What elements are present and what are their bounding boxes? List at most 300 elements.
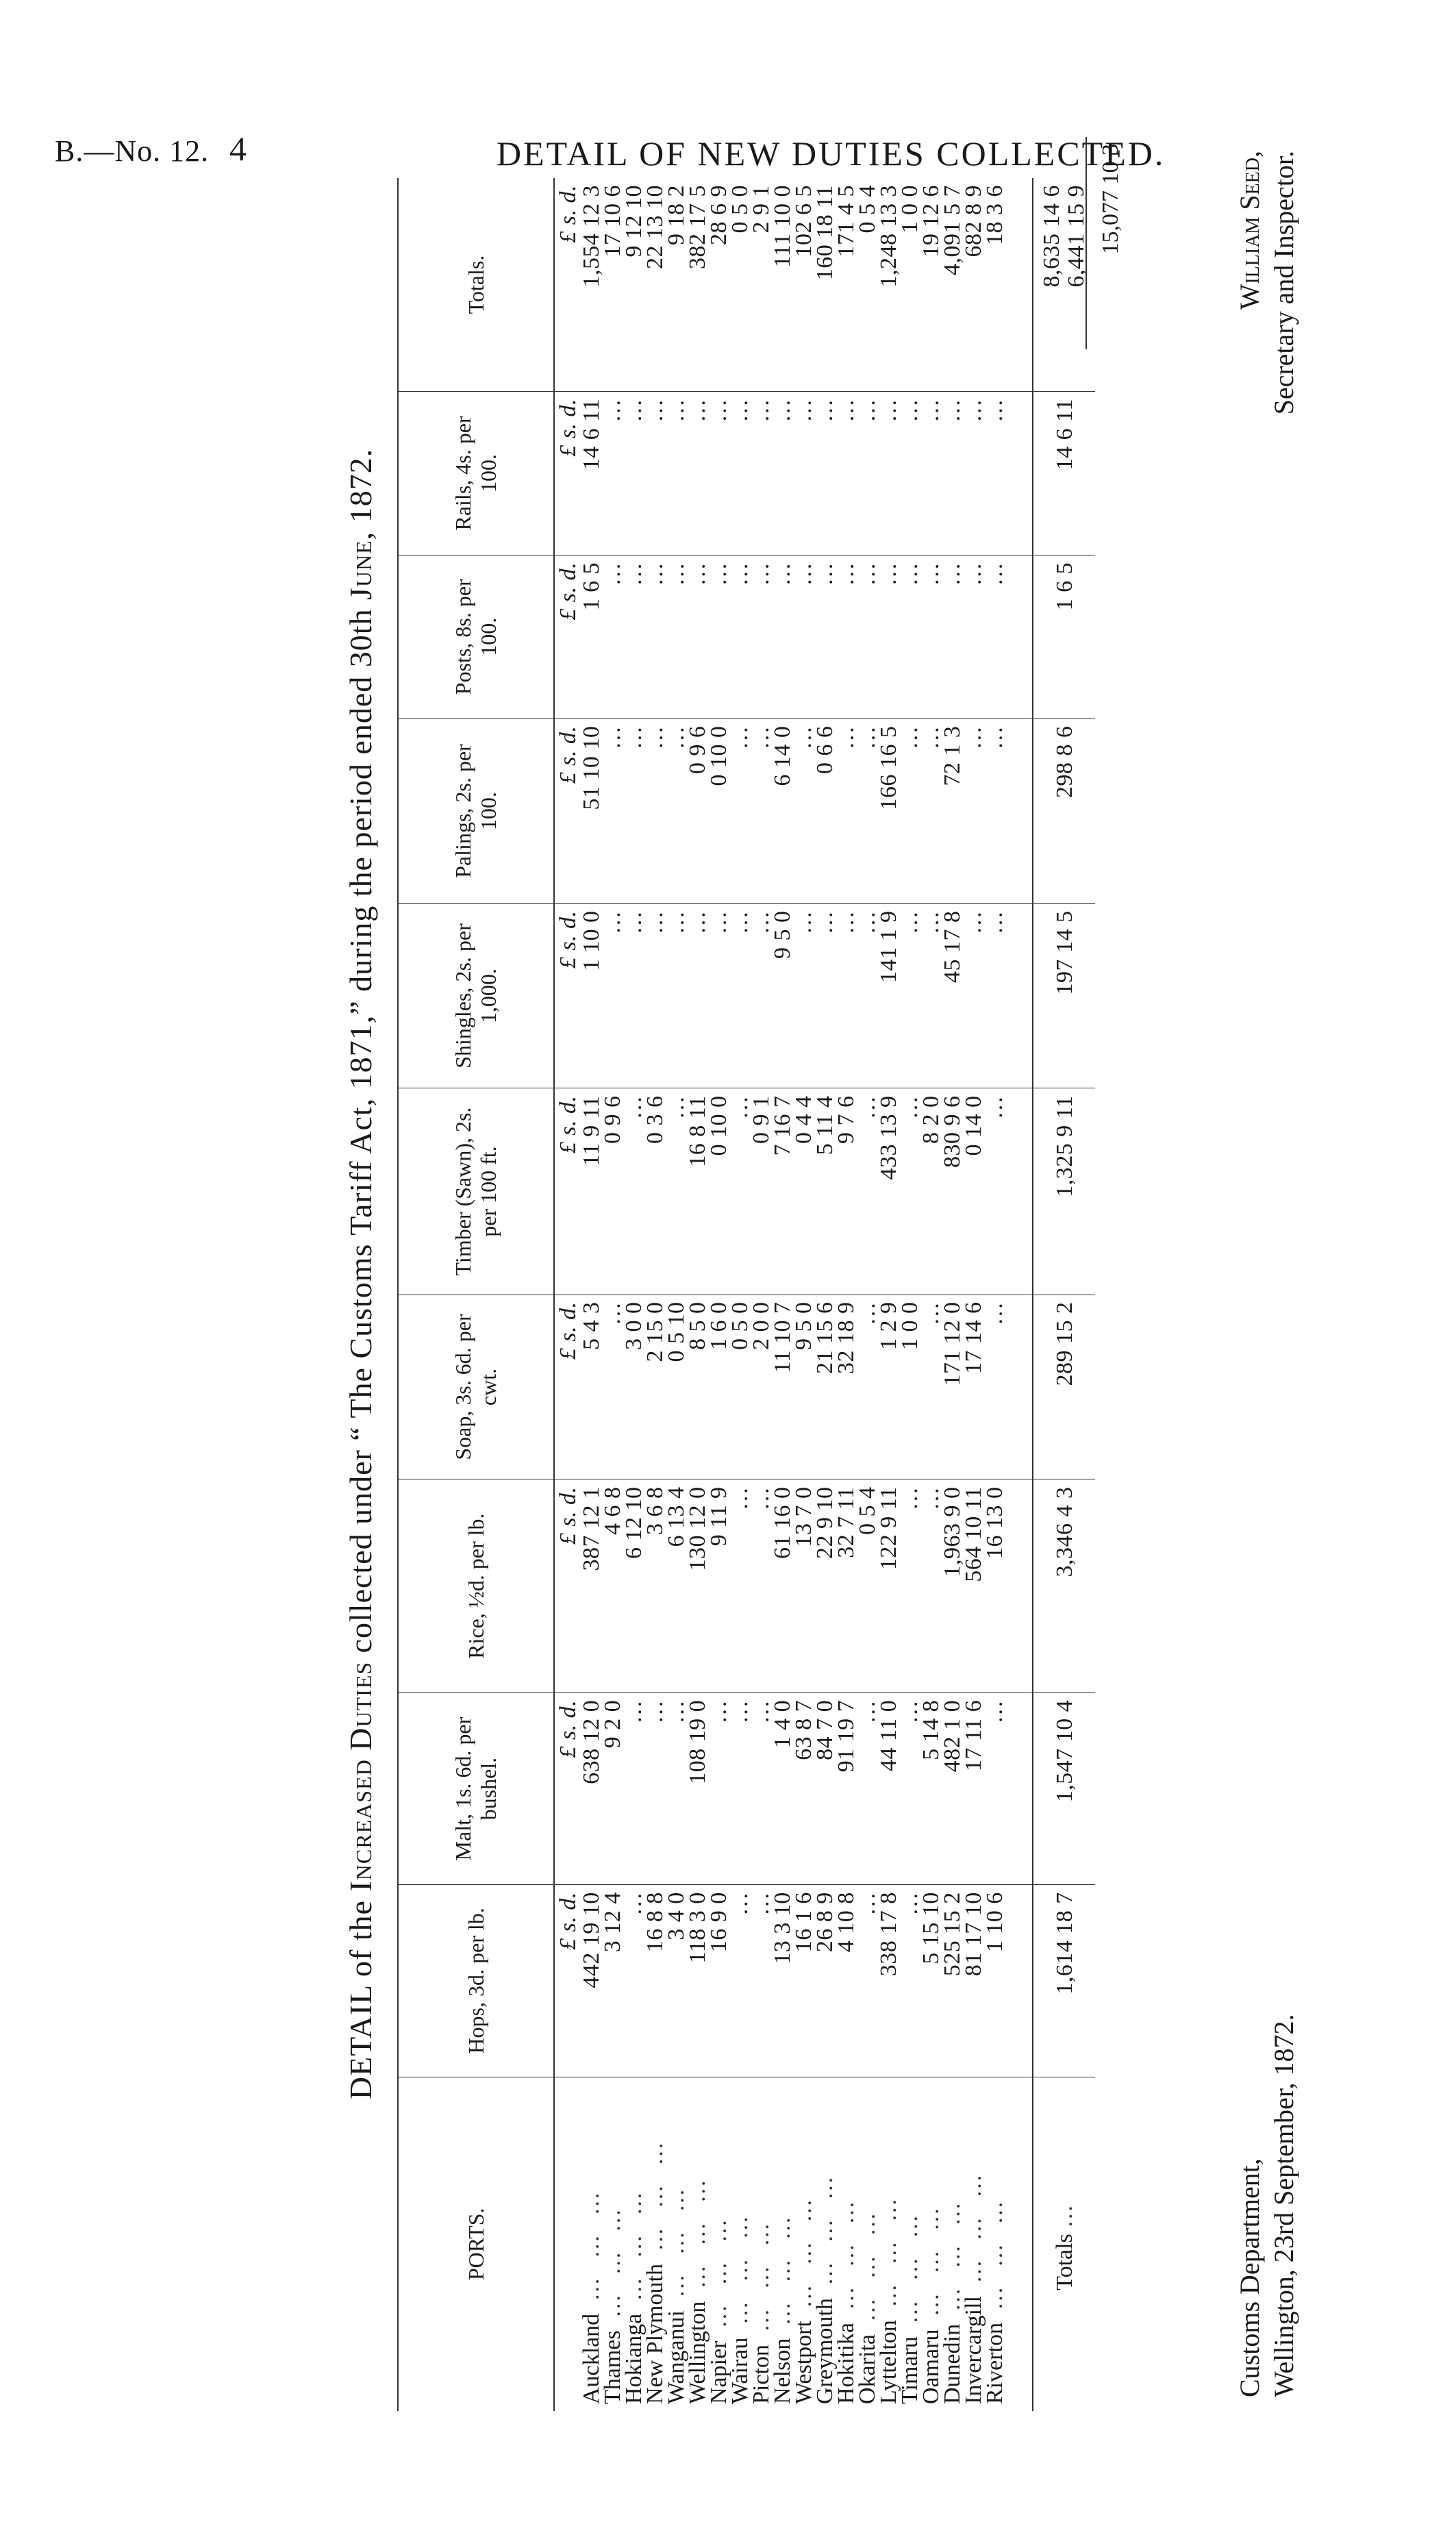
cell-palings: … xyxy=(920,719,942,903)
port-label: Thames xyxy=(600,2330,625,2404)
cell-posts: … xyxy=(687,555,708,719)
cell-malt: … xyxy=(623,1692,644,1884)
port-label: Wanganui xyxy=(664,2310,689,2404)
cell-hops: … xyxy=(623,1885,644,2077)
cell-timber: 433 13 9 xyxy=(878,1088,899,1295)
cell-shingles: … xyxy=(666,903,687,1088)
cell-malt: 63 8 7 xyxy=(793,1692,814,1884)
cell-malt: … xyxy=(729,1692,751,1884)
cell-rice: … xyxy=(920,1479,942,1692)
department-signature xyxy=(1233,2014,1301,2397)
cell-malt: 84 7 0 xyxy=(814,1692,836,1884)
grand-total: 15,077 10 3 xyxy=(1085,137,1124,349)
cell-palings: … xyxy=(836,719,857,903)
cell-total: 160 18 11 xyxy=(814,178,836,392)
cell-timber: 0 3 6 xyxy=(644,1088,666,1295)
port-name: Hokianga … … … xyxy=(621,2185,647,2404)
cell-total: 17 10 6 xyxy=(602,178,623,392)
cell-palings: … xyxy=(751,719,772,903)
total-shingles: 197 14 5 xyxy=(1033,903,1095,1088)
total-posts: 1 6 5 xyxy=(1033,555,1095,719)
cell-hops: … xyxy=(899,1885,920,2077)
cell-rice: 61 16 0 xyxy=(772,1479,793,1692)
cell-timber: 9 7 6 xyxy=(836,1088,857,1295)
cell-total: 382 17 5 xyxy=(687,178,708,392)
column-header: Shingles, 2s. per 1,000. xyxy=(398,903,554,1088)
cell-rails: … xyxy=(920,392,942,555)
cell-posts: … xyxy=(878,555,899,719)
cell-soap: … xyxy=(602,1295,623,1479)
units-label: £ s. d. xyxy=(554,1088,581,1295)
page-number: 4 xyxy=(229,129,247,168)
cell-total: 1,248 13 3 xyxy=(878,178,899,392)
cell-rails: … xyxy=(729,392,751,555)
cell-timber: 16 8 11 xyxy=(687,1088,708,1295)
cell-posts: … xyxy=(623,555,644,719)
total-line-b: 6,441 15 9 xyxy=(1064,185,1089,288)
table-row xyxy=(942,178,963,2411)
cell-soap: 32 18 9 xyxy=(836,1295,857,1479)
cell-timber: 0 14 0 xyxy=(963,1088,984,1295)
cell-soap: 1 0 0 xyxy=(899,1295,920,1479)
port-label: Invercargill xyxy=(961,2296,986,2404)
cell-rails: … xyxy=(942,392,963,555)
cell-shingles: … xyxy=(899,903,920,1088)
place-date: Wellington, 23rd September, 1872. xyxy=(1268,2014,1299,2397)
table-row xyxy=(836,178,857,2411)
column-header: Timber (Sawn), 2s. per 100 ft. xyxy=(398,1088,554,1295)
department-name: Customs Department, xyxy=(1234,2158,1265,2397)
cell-malt: … xyxy=(857,1692,878,1884)
cell-shingles: 141 1 9 xyxy=(878,903,899,1088)
cell-soap: 1 2 9 xyxy=(878,1295,899,1479)
cell-rails: … xyxy=(836,392,857,555)
cell-total: 22 13 10 xyxy=(644,178,666,392)
table-row xyxy=(857,178,878,2411)
cell-timber: 0 9 1 xyxy=(751,1088,772,1295)
cell-total: 1,554 12 3 xyxy=(581,178,602,392)
cell-posts: … xyxy=(751,555,772,719)
cell-timber: 0 4 4 xyxy=(793,1088,814,1295)
total-palings: 298 8 6 xyxy=(1033,719,1095,903)
cell-palings: … xyxy=(984,719,1033,903)
cell-soap: 21 15 6 xyxy=(814,1295,836,1479)
port-name: Wairau … … … xyxy=(727,2209,753,2404)
cell-hops: … xyxy=(857,1885,878,2077)
signatory-name: William Seed, xyxy=(1234,151,1265,310)
cell-soap: 5 4 3 xyxy=(581,1295,602,1479)
port-label: Picton xyxy=(749,2345,774,2404)
cell-palings: 166 16 5 xyxy=(878,719,899,903)
cell-rails: … xyxy=(602,392,623,555)
units-label: £ s. d. xyxy=(554,1479,581,1692)
cell-palings: 0 6 6 xyxy=(814,719,836,903)
cell-timber: … xyxy=(899,1088,920,1295)
cell-timber: … xyxy=(623,1088,644,1295)
cell-shingles: … xyxy=(857,903,878,1088)
cell-posts: … xyxy=(814,555,836,719)
cell-palings: 0 9 6 xyxy=(687,719,708,903)
rotated-table-sheet xyxy=(342,110,1370,2438)
cell-posts: … xyxy=(899,555,920,719)
totals-label: Totals … xyxy=(1033,2077,1095,2411)
cell-hops: 3 12 4 xyxy=(602,1885,623,2077)
cell-soap: … xyxy=(857,1295,878,1479)
table-row xyxy=(984,178,1033,2411)
cell-posts: … xyxy=(602,555,623,719)
cell-timber: 830 9 6 xyxy=(942,1088,963,1295)
cell-rice: 387 12 1 xyxy=(581,1479,602,1692)
cell-timber: … xyxy=(666,1088,687,1295)
cell-rice: 1,963 9 0 xyxy=(942,1479,963,1692)
column-header: PORTS. xyxy=(398,2077,554,2411)
cell-soap: 2 0 0 xyxy=(751,1295,772,1479)
cell-shingles: … xyxy=(644,903,666,1088)
cell-rice: 9 11 9 xyxy=(708,1479,729,1692)
cell-malt: 482 1 0 xyxy=(942,1692,963,1884)
table-row xyxy=(729,178,751,2411)
cell-shingles: … xyxy=(793,903,814,1088)
units-label: £ s. d. xyxy=(554,903,581,1088)
cell-hops: 16 8 8 xyxy=(644,1885,666,2077)
cell-malt: … xyxy=(708,1692,729,1884)
cell-total: 102 6 5 xyxy=(793,178,814,392)
cell-total: 0 5 4 xyxy=(857,178,878,392)
table-row xyxy=(581,178,602,2411)
cell-posts: … xyxy=(857,555,878,719)
cell-soap: 8 5 0 xyxy=(687,1295,708,1479)
cell-timber: … xyxy=(729,1088,751,1295)
cell-rice: 4 6 8 xyxy=(602,1479,623,1692)
port-name: Riverton … … … xyxy=(982,2194,1007,2404)
cell-posts: … xyxy=(963,555,984,719)
cell-hops: 13 3 10 xyxy=(772,1885,793,2077)
cell-shingles: … xyxy=(920,903,942,1088)
cell-rice: 22 9 10 xyxy=(814,1479,836,1692)
column-header: Soap, 3s. 6d. per cwt. xyxy=(398,1295,554,1479)
cell-shingles: … xyxy=(814,903,836,1088)
cell-hops: … xyxy=(751,1885,772,2077)
cell-soap: 171 12 0 xyxy=(942,1295,963,1479)
units-label: £ s. d. xyxy=(554,1885,581,2077)
cell-shingles: 9 5 0 xyxy=(772,903,793,1088)
table-row xyxy=(814,178,836,2411)
title-text: , 1872. xyxy=(343,448,378,540)
cell-posts: … xyxy=(942,555,963,719)
cell-soap: 9 5 0 xyxy=(793,1295,814,1479)
cell-rails: 14 6 11 xyxy=(581,392,602,555)
table-row xyxy=(772,178,793,2411)
cell-posts: 1 6 5 xyxy=(581,555,602,719)
cell-malt: … xyxy=(644,1692,666,1884)
total-line-a: 8,635 14 6 xyxy=(1039,185,1064,288)
cell-rice: 3 6 8 xyxy=(644,1479,666,1692)
cell-palings: … xyxy=(623,719,644,903)
cell-malt: … xyxy=(751,1692,772,1884)
cell-timber: 7 16 7 xyxy=(772,1088,793,1295)
cell-shingles: … xyxy=(963,903,984,1088)
port-name: Okarita … … … xyxy=(855,2206,880,2404)
cell-palings: … xyxy=(666,719,687,903)
cell-hops: 16 9 0 xyxy=(708,1885,729,2077)
cell-hops: … xyxy=(729,1885,751,2077)
cell-posts: … xyxy=(729,555,751,719)
total-rails: 14 6 11 xyxy=(1033,392,1095,555)
port-label: Westport xyxy=(791,2321,816,2404)
cell-posts: … xyxy=(708,555,729,719)
cell-rails: … xyxy=(878,392,899,555)
cell-soap: 2 15 0 xyxy=(644,1295,666,1479)
title-text: June xyxy=(343,540,378,600)
cell-malt: 1 4 0 xyxy=(772,1692,793,1884)
total-malt: 1,547 10 4 xyxy=(1033,1692,1095,1884)
cell-posts: … xyxy=(644,555,666,719)
cell-total: 0 5 0 xyxy=(729,178,751,392)
cell-palings: … xyxy=(729,719,751,903)
cell-shingles: … xyxy=(836,903,857,1088)
cell-rails: … xyxy=(666,392,687,555)
cell-malt: 44 11 0 xyxy=(878,1692,899,1884)
cell-timber: … xyxy=(857,1088,878,1295)
cell-posts: … xyxy=(984,555,1033,719)
inspector-signature xyxy=(1233,151,1301,414)
cell-total: 682 8 9 xyxy=(963,178,984,392)
cell-rice: 6 12 10 xyxy=(623,1479,644,1692)
column-header: Totals. xyxy=(398,178,554,392)
table-row xyxy=(708,178,729,2411)
cell-hops: 26 8 9 xyxy=(814,1885,836,2077)
cell-timber: 0 10 0 xyxy=(708,1088,729,1295)
cell-rice: … xyxy=(899,1479,920,1692)
cell-total: 18 3 6 xyxy=(984,178,1033,392)
cell-hops: 16 1 6 xyxy=(793,1885,814,2077)
cell-hops: 1 10 6 xyxy=(984,1885,1033,2077)
cell-malt: 91 19 7 xyxy=(836,1692,857,1884)
column-header: Malt, 1s. 6d. per bushel. xyxy=(398,1692,554,1884)
cell-malt: 638 12 0 xyxy=(581,1692,602,1884)
cell-shingles: … xyxy=(984,903,1033,1088)
cell-total: 2 9 1 xyxy=(751,178,772,392)
port-label: Auckland xyxy=(579,2313,604,2404)
cell-palings: 72 1 3 xyxy=(942,719,963,903)
port-name: Lyttelton … … … xyxy=(876,2191,901,2404)
cell-total: 111 10 0 xyxy=(772,178,793,392)
port-label: Riverton xyxy=(982,2323,1007,2404)
cell-rails: … xyxy=(687,392,708,555)
table-title xyxy=(342,110,379,2438)
cell-rails: … xyxy=(708,392,729,555)
port-label: Lyttelton xyxy=(876,2320,901,2404)
cell-hops: 3 4 0 xyxy=(666,1885,687,2077)
cell-palings: … xyxy=(857,719,878,903)
port-name: New Plymouth … … … xyxy=(642,2135,668,2404)
cell-malt: 9 2 0 xyxy=(602,1692,623,1884)
cell-shingles: 1 10 0 xyxy=(581,903,602,1088)
cell-posts: … xyxy=(920,555,942,719)
cell-rails: … xyxy=(772,392,793,555)
cell-rails: … xyxy=(963,392,984,555)
table-header-row xyxy=(398,178,554,2411)
cell-shingles: … xyxy=(708,903,729,1088)
port-label: Hokianga xyxy=(621,2313,647,2404)
cell-timber: 11 9 11 xyxy=(581,1088,602,1295)
cell-palings: … xyxy=(602,719,623,903)
cell-palings: … xyxy=(899,719,920,903)
cell-rails: … xyxy=(623,392,644,555)
cell-palings: … xyxy=(644,719,666,903)
column-header: Hops, 3d. per lb. xyxy=(398,1885,554,2077)
cell-soap: 17 14 6 xyxy=(963,1295,984,1479)
port-name: Wellington … … … xyxy=(685,2173,710,2404)
cell-hops: 338 17 8 xyxy=(878,1885,899,2077)
table-row xyxy=(793,178,814,2411)
table-row xyxy=(920,178,942,2411)
cell-palings: 6 14 0 xyxy=(772,719,793,903)
units-label: £ s. d. xyxy=(554,719,581,903)
port-label: Hokitika xyxy=(833,2323,859,2404)
cell-total: 19 12 6 xyxy=(920,178,942,392)
port-name: Dunedin … … … xyxy=(940,2195,965,2404)
cell-shingles: … xyxy=(687,903,708,1088)
port-label: Okarita xyxy=(855,2334,880,2404)
total-hops: 1,614 18 7 xyxy=(1033,1885,1095,2077)
cell-soap: 1 6 0 xyxy=(708,1295,729,1479)
table-row xyxy=(963,178,984,2411)
port-name: Greymouth … … … xyxy=(812,2169,838,2404)
table-row xyxy=(602,178,623,2411)
cell-rails: … xyxy=(793,392,814,555)
cell-rails: … xyxy=(899,392,920,555)
cell-rice: 0 5 4 xyxy=(857,1479,878,1692)
cell-posts: … xyxy=(772,555,793,719)
table-row xyxy=(623,178,644,2411)
cell-malt: 17 11 6 xyxy=(963,1692,984,1884)
port-name: Picton … … … xyxy=(749,2216,774,2404)
port-name: Westport … … … xyxy=(791,2192,816,2404)
cell-soap: … xyxy=(920,1295,942,1479)
cell-hops: 5 15 10 xyxy=(920,1885,942,2077)
port-label: Greymouth xyxy=(812,2298,838,2404)
cell-shingles: … xyxy=(751,903,772,1088)
cell-hops: 4 10 8 xyxy=(836,1885,857,2077)
cell-soap: 0 5 0 xyxy=(729,1295,751,1479)
units-label: £ s. d. xyxy=(554,555,581,719)
cell-total: 9 18 2 xyxy=(666,178,687,392)
cell-malt: … xyxy=(984,1692,1033,1884)
cell-rice: … xyxy=(751,1479,772,1692)
cell-soap: … xyxy=(984,1295,1033,1479)
port-name: Napier … … … xyxy=(706,2212,731,2404)
cell-malt: 108 19 0 xyxy=(687,1692,708,1884)
cell-posts: … xyxy=(836,555,857,719)
column-header: Rice, ½d. per lb. xyxy=(398,1479,554,1692)
port-name: Nelson … … … xyxy=(770,2210,795,2404)
table-row xyxy=(751,178,772,2411)
document-reference: B.—No. 12. xyxy=(55,134,210,168)
units-label: £ s. d. xyxy=(554,392,581,555)
table-row xyxy=(687,178,708,2411)
duties-table xyxy=(397,178,1095,2411)
table-row xyxy=(878,178,899,2411)
total-timber: 1,325 9 11 xyxy=(1033,1088,1095,1295)
port-label: Dunedin xyxy=(940,2323,965,2404)
cell-rice: 32 7 11 xyxy=(836,1479,857,1692)
cell-rails: … xyxy=(814,392,836,555)
cell-shingles: 45 17 8 xyxy=(942,903,963,1088)
cell-soap: 0 5 10 xyxy=(666,1295,687,1479)
port-label: Napier xyxy=(706,2340,731,2404)
port-label: Wairau xyxy=(727,2337,753,2404)
units-row xyxy=(554,178,581,2411)
cell-rails: … xyxy=(751,392,772,555)
title-text: DETAIL of the xyxy=(343,1891,378,2100)
table-row xyxy=(899,178,920,2411)
cell-hops: 118 3 0 xyxy=(687,1885,708,2077)
port-label: Nelson xyxy=(770,2338,795,2404)
total-rice: 3,346 4 3 xyxy=(1033,1479,1095,1692)
cell-rails: … xyxy=(857,392,878,555)
cell-rice: 16 13 0 xyxy=(984,1479,1033,1692)
title-text: Increased Duties xyxy=(343,1661,378,1892)
cell-total: 28 6 9 xyxy=(708,178,729,392)
column-header: Palings, 2s. per 100. xyxy=(398,719,554,903)
port-name: Wanganui … … … xyxy=(664,2182,689,2404)
cell-malt: … xyxy=(666,1692,687,1884)
port-label: Oamaru xyxy=(918,2329,944,2404)
cell-rice: 564 10 11 xyxy=(963,1479,984,1692)
cell-palings: 51 10 10 xyxy=(581,719,602,903)
cell-hops: 442 19 10 xyxy=(581,1885,602,2077)
port-label: Timaru xyxy=(897,2336,922,2404)
cell-palings: 0 10 0 xyxy=(708,719,729,903)
port-label: Wellington xyxy=(685,2301,710,2404)
cell-palings: … xyxy=(793,719,814,903)
title-text: collected under “ The Customs Tariff Act, 1871,” during the period ended 30th xyxy=(343,599,378,1662)
port-name: Timaru … … … xyxy=(897,2208,922,2404)
cell-palings: … xyxy=(963,719,984,903)
column-header: Posts, 8s. per 100. xyxy=(398,555,554,719)
units-label: £ s. d. xyxy=(554,1692,581,1884)
cell-shingles: … xyxy=(602,903,623,1088)
cell-shingles: … xyxy=(623,903,644,1088)
units-label: £ s. d. xyxy=(554,178,581,392)
cell-timber: 8 2 0 xyxy=(920,1088,942,1295)
port-name: Thames … … … xyxy=(600,2201,625,2404)
table-row xyxy=(644,178,666,2411)
cell-total: 9 12 10 xyxy=(623,178,644,392)
cell-hops: 525 15 2 xyxy=(942,1885,963,2077)
port-label: New Plymouth xyxy=(642,2264,668,2404)
port-name: Oamaru … … … xyxy=(918,2200,944,2404)
total-soap: 289 15 2 xyxy=(1033,1295,1095,1479)
port-name: Hokitika … … … xyxy=(833,2194,859,2404)
cell-rice: 13 7 0 xyxy=(793,1479,814,1692)
running-title: DETAIL OF NEW DUTIES COLLECTED. xyxy=(497,134,1166,173)
cell-rails: … xyxy=(644,392,666,555)
cell-rice: … xyxy=(729,1479,751,1692)
port-name: Auckland … … … xyxy=(579,2185,604,2404)
cell-rails: … xyxy=(984,392,1033,555)
cell-shingles: … xyxy=(729,903,751,1088)
port-name: Invercargill … … … xyxy=(961,2167,986,2404)
cell-total: 1 0 0 xyxy=(899,178,920,392)
signatory-title: Secretary and Inspector. xyxy=(1268,151,1299,415)
cell-soap: 3 0 0 xyxy=(623,1295,644,1479)
cell-rice: 130 12 0 xyxy=(687,1479,708,1692)
cell-rice: 122 9 11 xyxy=(878,1479,899,1692)
cell-rice: 6 13 4 xyxy=(666,1479,687,1692)
units-label: £ s. d. xyxy=(554,1295,581,1479)
